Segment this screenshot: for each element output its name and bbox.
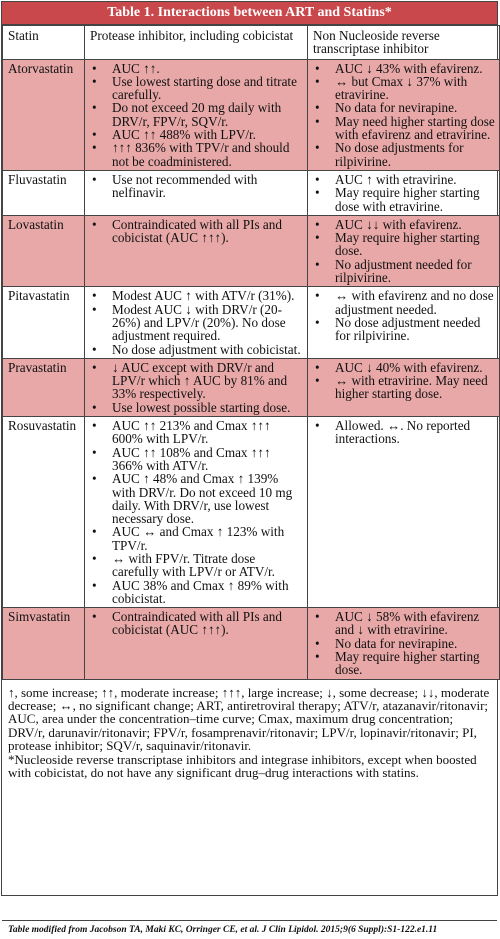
bullet-item: • AUC ↑↑. [90,62,303,75]
nnrti-bullet-list [313,218,495,284]
bullet-item: • May require higher starting dose. [313,650,495,677]
pi-bullet-list [90,173,303,200]
bullet-item: • May require higher starting dose. [313,231,495,258]
bullet-item: • AUC ↑ with etravirine. [313,173,495,186]
bullet-item: • ↔ with etravirine. May need higher starting dose. [313,374,495,401]
bullet-item: • Contraindicated with all PIs and cobicistat (AUC ↑↑↑). [90,610,303,637]
bullet-item: • Do not exceed 20 mg daily with DRV/r, FPV/r, SQV/r. [90,101,303,128]
bullet-item: • AUC ↑ 48% and Cmax ↑ 139% with DRV/r. Do not exceed 10 mg daily. With DRV/r, use lowest necessary dose. [90,472,303,525]
bullet-item: • Use lowest possible starting dose. [90,401,303,414]
column-header-nnrti: Non Nucleoside reverse transcriptase inhibitor [308,26,500,60]
footnote: *Nucleoside reverse transcriptase inhibitors and integrase inhibitors, except when boosted with cobicistat, do not have any significant drug–drug interactions with statins. [8,751,477,781]
bullet-item: • AUC ↓ 40% with efavirenz. [313,361,495,374]
bullet-item: • Contraindicated with all PIs and cobicistat (AUC ↑↑↑). [90,218,303,245]
pi-bullet-list [90,610,303,637]
bullet-item: • Modest AUC ↓ with DRV/r (20-26%) and LPV/r (20%). No dose adjustment required. [90,303,303,343]
statin-name: Pitavastatin [3,287,85,358]
statin-name: Fluvastatin [3,170,85,215]
nnrti-bullet-list [313,289,495,342]
bullet-item: • No data for nevirapine. [313,637,495,650]
table-notes [2,680,497,921]
nnrti-cell [308,215,500,286]
nnrti-bullet-list [313,419,495,446]
pi-bullet-list [90,361,303,414]
bullet-item: • May need higher starting dose with efavirenz and etravirine. [313,115,495,142]
table-header-row [3,26,500,60]
bullet-item: • AUC 38% and Cmax ↑ 89% with cobicistat. [90,579,303,606]
column-header-statin: Statin [3,26,85,60]
bullet-item: • Allowed. ↔. No reported interactions. [313,419,495,446]
bullet-item: • No dose adjustment needed for rilpivirine. [313,316,495,343]
table-row [3,287,500,358]
pi-bullet-list [90,218,303,245]
pi-bullet-list [90,62,303,168]
table-row [3,59,500,170]
bullet-item: • May require higher starting dose with etravirine. [313,186,495,213]
abbreviations-note: ↑, some increase; ↑↑, moderate increase; ↑↑↑, large increase; ↓, some decrease; ↓↓, moderate decrease; ↔, no significant change; ART, antiretroviral therapy; ATV/r, atazanavir/ritonavir; AUC, area under the concentration–time curve; Cmax, maximum drug concentration; DRV/r, darunavir/ritonavir; FPV/r, fosamprenavir/ritonavir; LPV/r, lopinavir/ritonavir; PI, protease inhibitor; SQV/r, saquinavir/ritonavir. [8,684,490,754]
statin-name: Simvastatin [3,608,85,679]
table-row [3,358,500,416]
table-title: Table 1. Interactions between ART and Statins* [2,2,497,25]
pi-cell [85,215,308,286]
pi-cell [85,417,308,608]
nnrti-cell [308,59,500,170]
bullet-item: • Use lowest starting dose and titrate carefully. [90,75,303,102]
table-row [3,608,500,679]
statin-name: Lovastatin [3,215,85,286]
table-row [3,170,500,215]
pi-cell [85,358,308,416]
nnrti-cell [308,608,500,679]
bullet-item: • AUC ↑↑ 488% with LPV/r. [90,128,303,141]
pi-cell [85,59,308,170]
source-citation: Table modified from Jacobson TA, Maki KC, Orringer CE, et al. J Clin Lipidol. 2015;9(6 Suppl):S1-122.e1.11 [8,924,438,935]
bullet-item: • AUC ↑↑ 108% and Cmax ↑↑↑ 366% with ATV/r. [90,446,303,473]
nnrti-bullet-list [313,62,495,168]
nnrti-cell [308,170,500,215]
bullet-item: • Modest AUC ↑ with ATV/r (31%). [90,289,303,302]
bullet-item: • ↑↑↑ 836% with TPV/r and should not be coadministered. [90,141,303,168]
column-header-pi: Protease inhibitor, including cobicistat [85,26,308,60]
nnrti-cell [308,417,500,608]
pi-cell [85,170,308,215]
bullet-item: • No dose adjustment with cobicistat. [90,343,303,356]
bullet-item: • No dose adjustments for rilpivirine. [313,141,495,168]
pi-bullet-list [90,289,303,355]
pi-cell [85,608,308,679]
bullet-item: • ↔ with efavirenz and no dose adjustment needed. [313,289,495,316]
pi-bullet-list [90,419,303,605]
nnrti-bullet-list [313,610,495,676]
bullet-item: • AUC ↓ 58% with efavirenz and ↓ with etravirine. [313,610,495,637]
bullet-item: • ↓ AUC except with DRV/r and LPV/r which ↑ AUC by 81% and 33% respectively. [90,361,303,401]
statin-name: Pravastatin [3,358,85,416]
bullet-item: • ↔ but Cmax ↓ 37% with etravirine. [313,75,495,102]
bullet-item: • AUC ↓ 43% with efavirenz. [313,62,495,75]
interactions-table-panel [1,1,498,935]
statin-name: Rosuvastatin [3,417,85,608]
bullet-item: • ↔ with FPV/r. Titrate dose carefully with LPV/r or ATV/r. [90,552,303,579]
bullet-item: • Use not recommended with nelfinavir. [90,173,303,200]
bullet-item: • AUC ↑↑ 213% and Cmax ↑↑↑ 600% with LPV/r. [90,419,303,446]
nnrti-bullet-list [313,173,495,213]
bullet-item: • No adjustment needed for rilpivirine. [313,258,495,285]
bullet-item: • No data for nevirapine. [313,101,495,114]
bullet-item: • AUC ↔ and Cmax ↑ 123% with TPV/r. [90,525,303,552]
statin-name: Atorvastatin [3,59,85,170]
bullet-item: • AUC ↓↓ with efavirenz. [313,218,495,231]
table-row [3,417,500,608]
nnrti-cell [308,358,500,416]
nnrti-bullet-list [313,361,495,401]
interactions-table [2,25,500,680]
nnrti-cell [308,287,500,358]
pi-cell [85,287,308,358]
table-row [3,215,500,286]
